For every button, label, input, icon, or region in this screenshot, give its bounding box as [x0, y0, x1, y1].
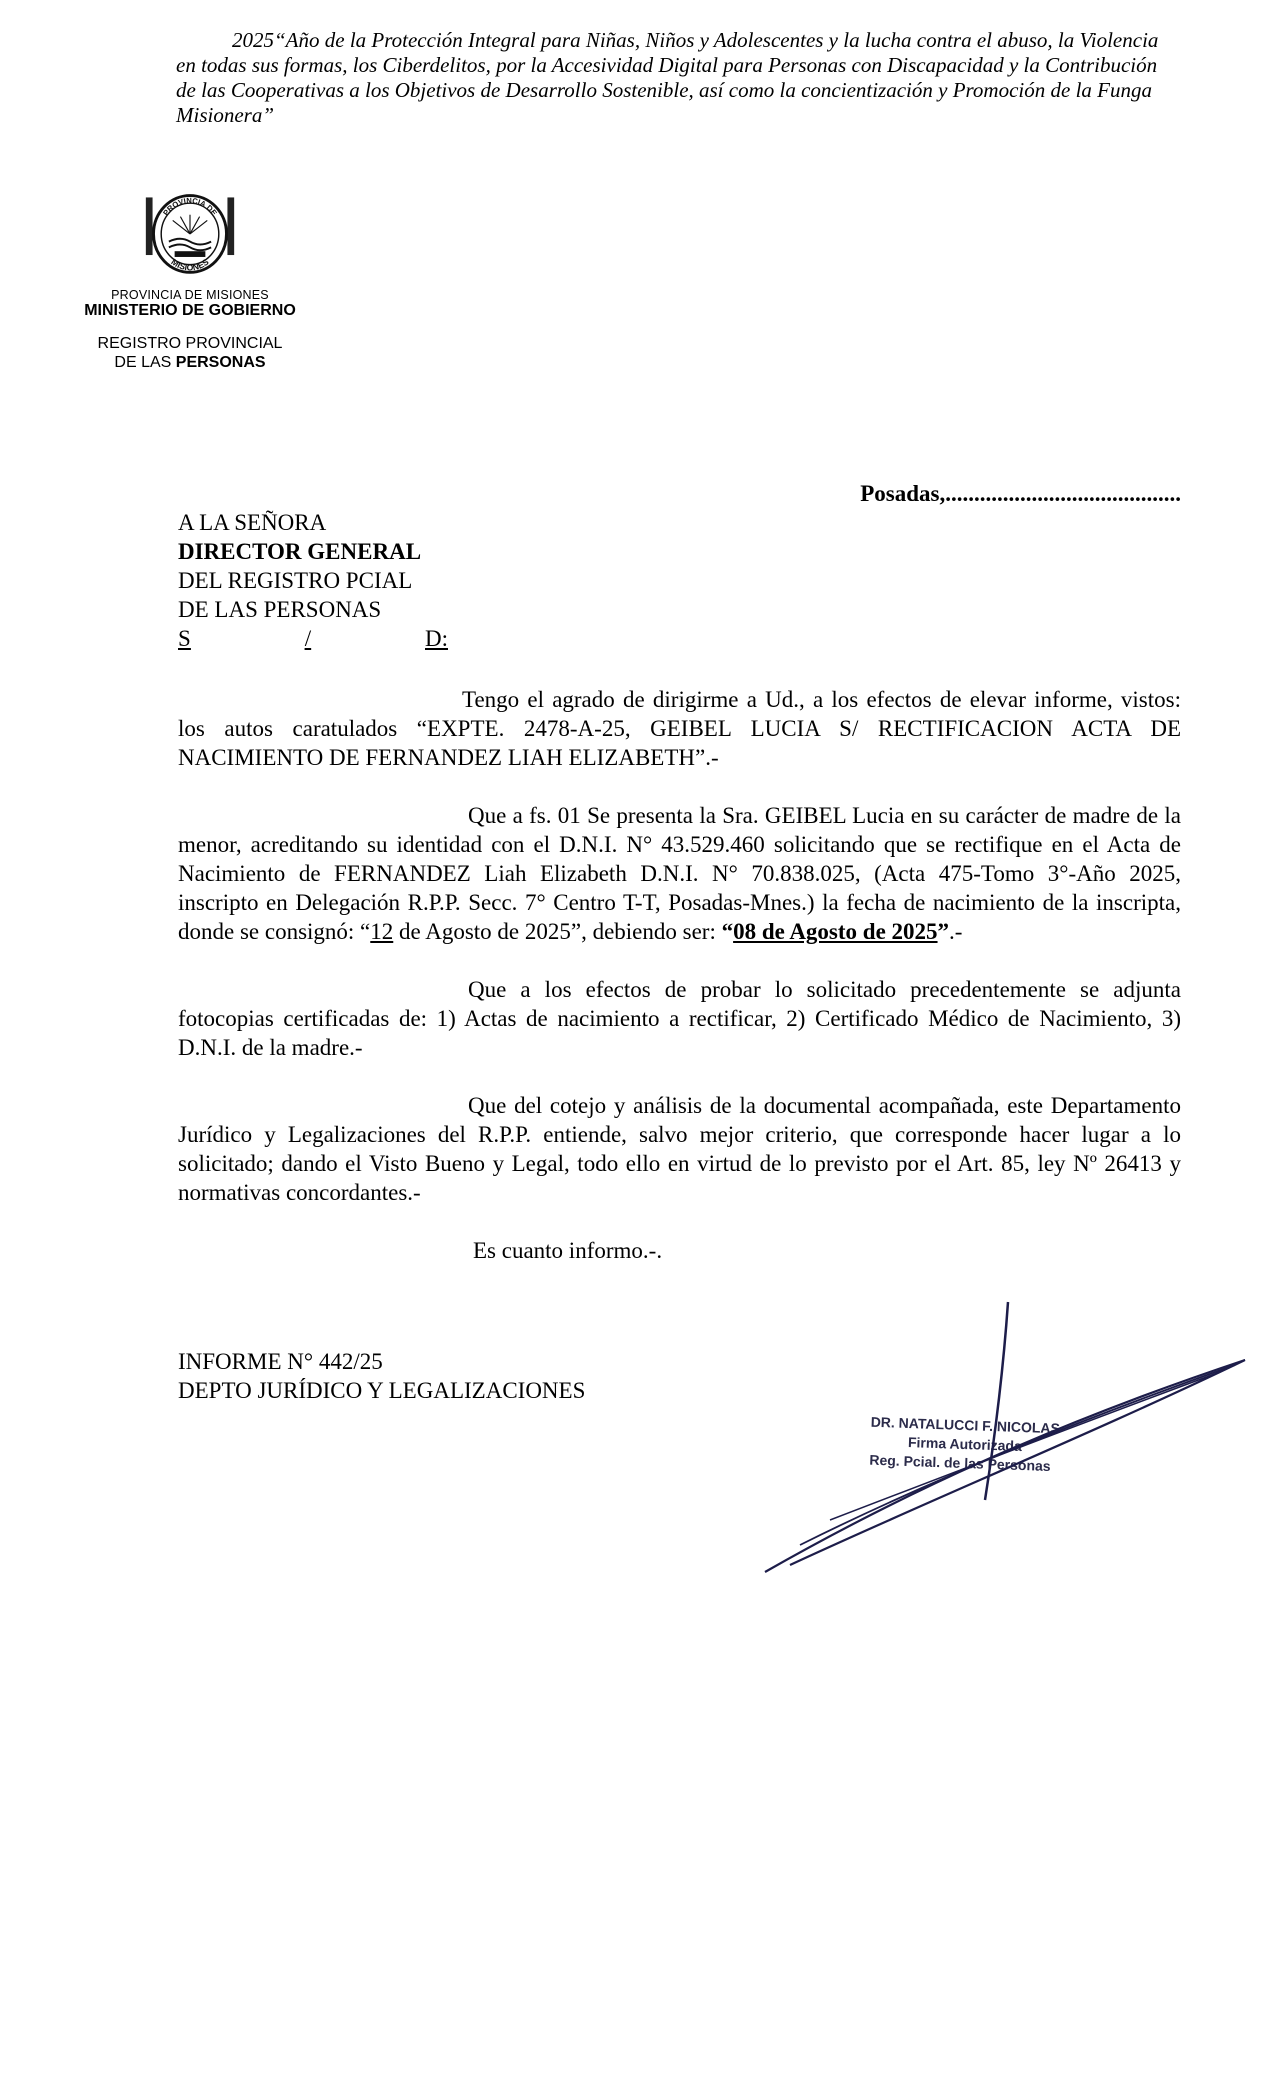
- registry-label-line1: REGISTRO PROVINCIAL: [97, 335, 283, 352]
- paragraph-intro: Tengo el agrado de dirigirme a Ud., a los efectos de elevar informe, vistos: los autos caratulados “EXPTE. 2478-A-25, GEIBEL LUCIA S/ RECTIFICACION ACTA DE NACIMIENTO DE FERNANDEZ LIAH ELIZABETH”.-: [178, 687, 1181, 770]
- quote-close: ”: [937, 919, 950, 944]
- place-date-line: Posadas,.........................................: [860, 481, 1181, 506]
- wrong-day: 12: [370, 919, 394, 944]
- motto-line-1: 2025“Año de la Protección Integral para Niñas, Niños y Adolescentes y la lucha contra el abuso, la Violencia: [232, 28, 1159, 52]
- registry-label-personas: PERSONAS: [175, 354, 266, 371]
- addressee-line-3: DEL REGISTRO PCIAL: [178, 568, 413, 593]
- addressee-title: DIRECTOR GENERAL: [178, 539, 422, 564]
- emblem-text-top: PROVINCIA DE: [161, 196, 219, 218]
- stamp-role: Firma Autorizada: [907, 1434, 1023, 1454]
- sd-slash: /: [304, 626, 312, 651]
- stamp-name: DR. NATALUCCI F. NICOLAS: [870, 1413, 1061, 1437]
- closing-line: Es cuanto informo.-.: [473, 1238, 663, 1263]
- request-text-mid: de Agosto de 2025”, debiendo ser:: [393, 919, 722, 944]
- request-end: .-: [949, 919, 963, 944]
- addressee-line-1: A LA SEÑORA: [178, 510, 327, 535]
- motto-line-4: Misionera”: [176, 103, 275, 127]
- correct-date: 08 de Agosto de 2025: [733, 919, 938, 944]
- sd-d: D:: [425, 626, 448, 651]
- registry-label-de-las: DE LAS: [114, 354, 172, 371]
- emblem-text-bottom: MISIONES: [169, 256, 211, 273]
- sd-s: S: [178, 626, 191, 651]
- paragraph-conclusion: Que del cotejo y análisis de la documental acompañada, este Departamento Jurídico y Legalizaciones del R.P.P. entiende, salvo mejor criterio, que corresponde hacer lugar a lo solicitado; dando el Visto Bueno y Legal, todo ello en virtud de lo previsto por el Art. 85, ley Nº 26413 y normativas concordantes.-: [178, 1093, 1181, 1205]
- quote-open: “: [721, 919, 734, 944]
- stamp-office: Reg. Pcial. de las Personas: [869, 1451, 1051, 1475]
- request-text: Que a fs. 01 Se presenta la Sra. GEIBEL Lucia en su carácter de madre de la menor, acreditando su identidad con el D.N.I. N° 43.529.460 solicitando que se rectifique en el Acta de Nacimiento de FERNANDEZ Liah Elizabeth D.N.I. N° 70.838.025, (Acta 475-Tomo 3°-Año 2025, inscripto en Delegación R.P.P. Secc. 7° Centro T-T, Posadas-Mnes.) la fecha de nacimiento de la inscripta, donde se consignó: “: [178, 803, 1181, 944]
- department-name: DEPTO JURÍDICO Y LEGALIZACIONES: [178, 1378, 586, 1403]
- province-label: PROVINCIA DE MISIONES: [111, 288, 269, 302]
- motto-line-3: de las Cooperativas a los Objetivos de Desarrollo Sostenible, así como la concientización y Promoción de la Funga: [176, 78, 1152, 102]
- ministry-label: MINISTERIO DE GOBIERNO: [84, 302, 296, 319]
- addressee-line-4: DE LAS PERSONAS: [178, 597, 382, 622]
- report-number: INFORME N° 442/25: [178, 1349, 383, 1374]
- paragraph-attachments: Que a los efectos de probar lo solicitado precedentemente se adjunta fotocopias certificadas de: 1) Actas de nacimiento a rectificar, 2) Certificado Médico de Nacimiento, 3) D.N.I. de la madre.-: [178, 977, 1181, 1060]
- motto-line-2: en todas sus formas, los Ciberdelitos, por la Accesividad Digital para Personas con Discapacidad y la Contribución: [176, 53, 1158, 77]
